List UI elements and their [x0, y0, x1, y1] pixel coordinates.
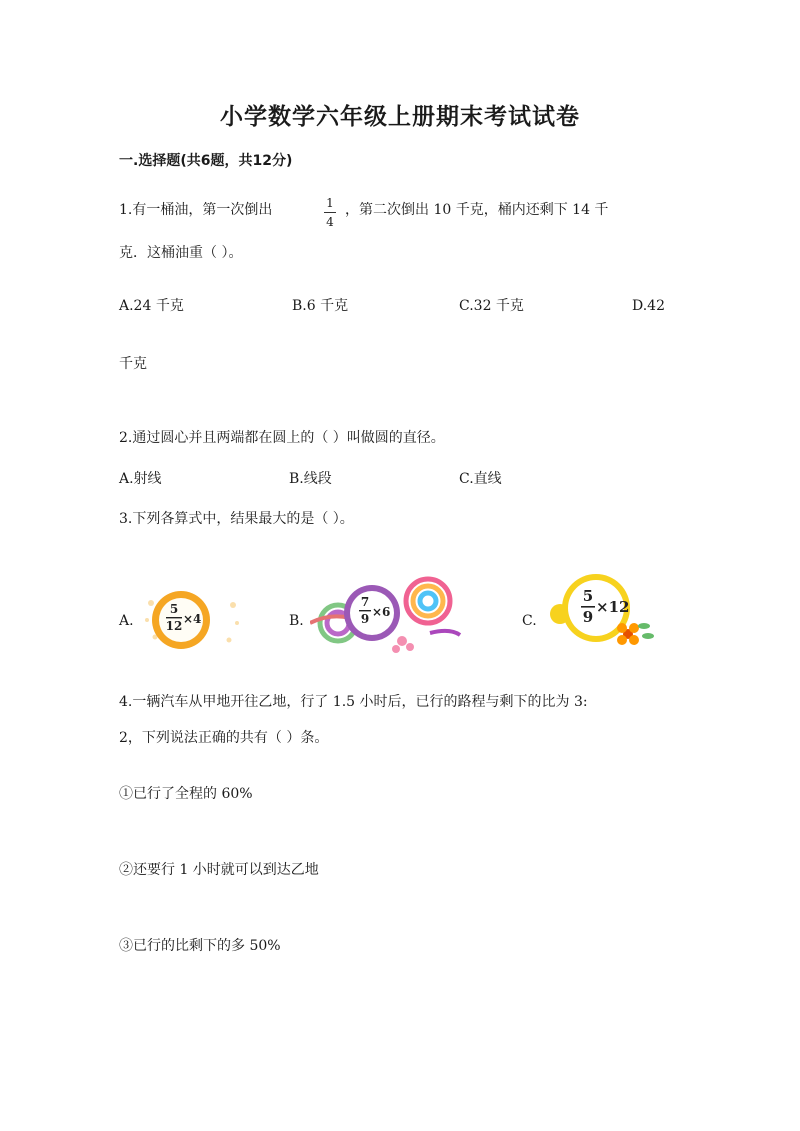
q3b-multiplier: ×6 [372, 605, 391, 619]
q3a-numerator: 5 [169, 602, 179, 616]
q3b-numerator: 7 [360, 595, 370, 609]
q3-option-b-badge[interactable] [310, 573, 462, 663]
q4-statement-3: ③已行的比剩下的多 50% [119, 938, 281, 954]
q1-option-d[interactable]: D.42 [632, 298, 665, 314]
q3-option-b-letter[interactable]: B. [289, 613, 304, 629]
q3-option-a-badge[interactable] [143, 585, 233, 655]
question-4-line2: 2，下列说法正确的共有（ ）条。 [119, 730, 329, 746]
question-2-text: 2.通过圆心并且两端都在圆上的（ ）叫做圆的直径。 [119, 430, 445, 446]
section-heading: 一.选择题(共6题，共12分) [119, 153, 293, 169]
q3c-multiplier: ×12 [596, 598, 630, 616]
fraction-numerator: 1 [326, 196, 334, 210]
q1-option-b[interactable]: B.6 千克 [292, 298, 349, 314]
fraction-denominator: 4 [326, 215, 334, 229]
q1-option-d-continued: 千克 [119, 356, 147, 372]
q3-option-c-letter[interactable]: C. [522, 613, 537, 629]
question-1-fraction [320, 196, 340, 229]
question-1-line2: 克．这桶油重（ ）。 [119, 245, 243, 261]
q4-statement-2: ②还要行 1 小时就可以到达乙地 [119, 862, 319, 878]
flower-icon [617, 623, 654, 645]
q2-option-c[interactable]: C.直线 [459, 471, 502, 487]
flower-sun-frame-icon [548, 570, 658, 650]
question-4-line1: 4.一辆汽车从甲地开往乙地，行了 1.5 小时后，已行的路程与剩下的比为 3: [119, 694, 588, 710]
q3c-denominator: 9 [582, 608, 594, 626]
rainbow-swirl-frame-icon [310, 573, 462, 663]
q3-option-c-badge[interactable] [548, 570, 658, 650]
q3c-numerator: 5 [582, 587, 594, 605]
q2-option-b[interactable]: B.线段 [289, 471, 332, 487]
question-1-part2: ，第二次倒出 10 千克，桶内还剩下 14 千 [345, 202, 609, 218]
page-title: 小学数学六年级上册期末考试试卷 [220, 104, 580, 130]
q3-option-a-letter[interactable]: A. [119, 613, 134, 629]
q3b-denominator: 9 [360, 612, 370, 626]
q4-statement-1: ①已行了全程的 60% [119, 786, 253, 802]
question-3-text: 3.下列各算式中，结果最大的是（ ）。 [119, 511, 354, 527]
q3a-multiplier: ×4 [183, 612, 202, 626]
q1-option-c[interactable]: C.32 千克 [459, 298, 524, 314]
sun-frame-icon [143, 585, 243, 655]
q2-option-a[interactable]: A.射线 [119, 471, 162, 487]
q1-option-a[interactable]: A.24 千克 [119, 298, 184, 314]
question-1-part1: 1.有一桶油，第一次倒出 [119, 202, 273, 218]
fraction-bar [324, 212, 336, 213]
q3a-denominator: 12 [165, 619, 183, 633]
